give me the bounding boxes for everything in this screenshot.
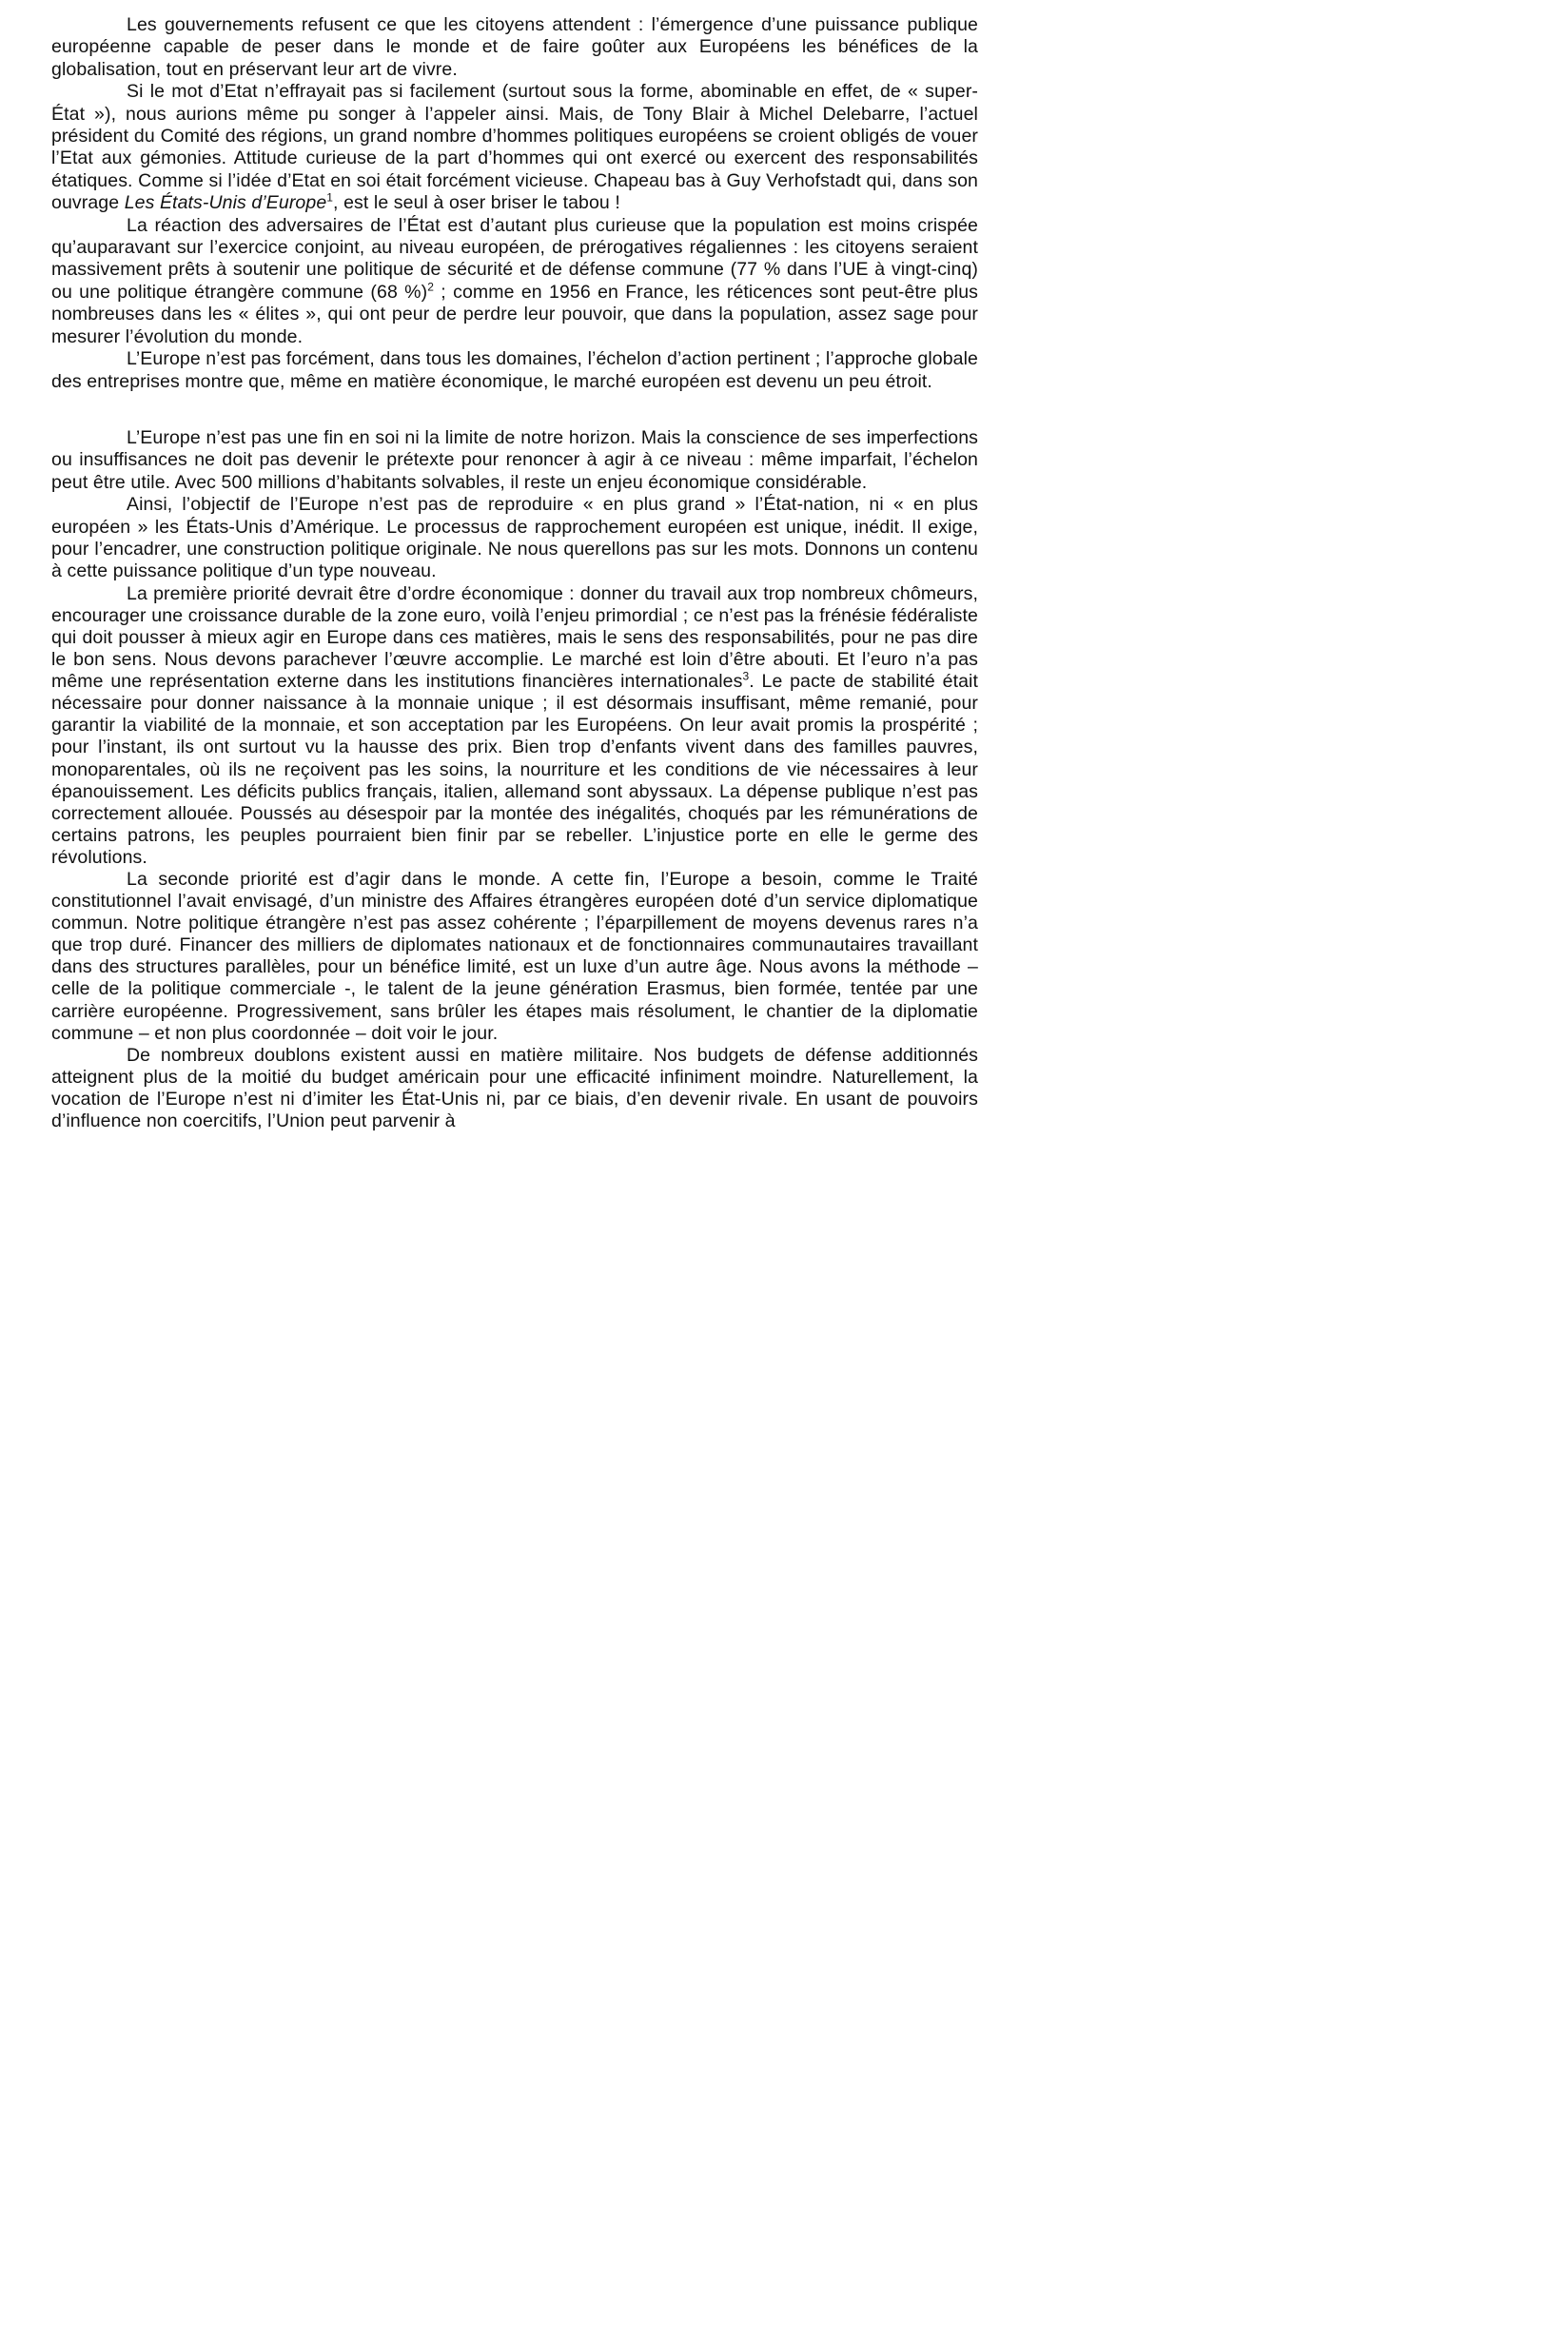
footnote-ref-3: 3 — [742, 669, 750, 683]
paragraph-5 — [51, 427, 978, 494]
footnote-ref-1: 1 — [326, 190, 334, 205]
paragraph-3-text-a: La réaction des adversaires de l’État est d’autant plus curieuse que la population est moins crispée qu’auparavant sur l’exercice conjoint, au niveau européen, de prérogatives régaliennes : les citoyens seraient massivement prêts à soutenir une politique de sécurité et de défense commune (77 % dans l’UE à vingt-cinq) ou une politique étrangère commune (68 %) — [51, 214, 978, 303]
paragraph-6 — [51, 494, 978, 583]
paragraph-9-text: De nombreux doublons existent aussi en matière militaire. Nos budgets de défense additionnés atteignent plus de la moitié du budget américain pour une efficacité infiniment moindre. Naturellement, la vocation de l’Europe n’est ni d’imiter les État-Unis ni, par ce biais, d’en devenir rivale. En usant de pouvoirs d’influence non coercitifs, l’Union peut parvenir à — [51, 1044, 978, 1131]
paragraph-2 — [51, 81, 978, 214]
paragraph-4 — [51, 348, 978, 393]
paragraph-5-text: L’Europe n’est pas une fin en soi ni la limite de notre horizon. Mais la conscience de ses imperfections ou insuffisances ne doit pas devenir le prétexte pour renoncer à agir à ce niveau : même imparfait, l’échelon peut être utile. Avec 500 millions d’habitants solvables, il reste un enjeu économique considérable. — [51, 426, 978, 493]
paragraph-2-text-a: Si le mot d’Etat n’effrayait pas si facilement (surtout sous la forme, abominable en effet, de « super-État »), nous aurions même pu songer à l’appeler ainsi. Mais, de Tony Blair à Michel Delebarre, l’actuel président du Comité des régions, un grand nombre d’hommes politiques européens se croient obligés de vouer l’Etat aux gémonies. Attitude curieuse de la part d’hommes qui ont exercé ou exercent des responsabilités étatiques. Comme si l’idée d’Etat en soi était forcément vicieuse. Chapeau bas à Guy Verhofstadt qui, dans son ouvrage — [51, 81, 978, 214]
paragraph-7 — [51, 583, 978, 869]
paragraph-7-text-b: . Le pacte de stabilité était nécessaire pour donner naissance à la monnaie unique ; il est désormais insuffisant, même remanié, pour garantir la viabilité de la monnaie, et son acceptation par les Européens. On leur avait promis la prospérité ; pour l’instant, ils ont surtout vu la hausse des prix. Bien trop d’enfants vivent dans des familles pauvres, monoparentales, où ils ne reçoivent pas les soins, la nourriture et les conditions de vie nécessaires à leur épanouissement. Les déficits publics français, italien, allemand sont abyssaux. La dépense publique n’est pas correctement allouée. Poussés au désespoir par la montée des inégalités, choqués par les rémunérations de certains patrons, les peuples pourraient bien finir par se rebeller. L’injustice porte en elle le germe des révolutions. — [51, 671, 978, 868]
document-page — [0, 0, 1007, 1492]
paragraph-8 — [51, 869, 978, 1045]
paragraph-3 — [51, 215, 978, 348]
footnote-ref-2: 2 — [427, 280, 434, 294]
paragraph-3-text-b: ; comme en 1956 en France, les réticences sont peut-être plus nombreuses dans les « élites », qui ont peur de perdre leur pouvoir, que dans la population, assez sage pour mesurer l’évolution du monde. — [51, 281, 978, 347]
text-column — [51, 14, 978, 1132]
paragraph-7-text-a: La première priorité devrait être d’ordre économique : donner du travail aux trop nombreux chômeurs, encourager une croissance durable de la zone euro, voilà l’enjeu primordial ; ce n’est pas la frénésie fédéraliste qui doit pousser à mieux agir en Europe dans ces matières, mais le sens des responsabilités, pour ne pas dire le bon sens. Nous devons parachever l’œuvre accomplie. Le marché est loin d’être abouti. Et l’euro n’a pas même une représentation externe dans les institutions financières internationales — [51, 582, 978, 693]
paragraph-8-text: La seconde priorité est d’agir dans le monde. A cette fin, l’Europe a besoin, comme le Traité constitutionnel l’avait envisagé, d’un ministre des Affaires étrangères européen doté d’un service diplomatique commun. Notre politique étrangère n’est pas assez cohérente ; l’éparpillement de moyens devenus rares n’a que trop duré. Financer des milliers de diplomates nationaux et de fonctionnaires communautaires travaillant dans des structures parallèles, pour un bénéfice limité, est un luxe d’un autre âge. Nous avons la méthode – celle de la politique commerciale -, le talent de la jeune génération Erasmus, bien formée, tentée par une carrière européenne. Progressivement, sans brûler les étapes mais résolument, le chantier de la diplomatie commune – et non plus coordonnée – doit voir le jour. — [51, 868, 978, 1044]
paragraph-4-text: L’Europe n’est pas forcément, dans tous les domaines, l’échelon d’action pertinent ; l’approche globale des entreprises montre que, même en matière économique, le marché européen est devenu un peu étroit. — [51, 348, 978, 392]
book-title: Les États-Unis d’Europe — [124, 192, 327, 214]
paragraph-2-text-b: , est le seul à oser briser le tabou ! — [333, 192, 620, 214]
paragraph-1 — [51, 14, 978, 81]
paragraph-9 — [51, 1045, 978, 1132]
paragraph-6-text: Ainsi, l’objectif de l’Europe n’est pas de reproduire « en plus grand » l’État-nation, ni « en plus européen » les États-Unis d’Amérique. Le processus de rapprochement européen est unique, inédit. Il exige, pour l’encadrer, une construction politique originale. Ne nous querellons pas sur les mots. Donnons un contenu à cette puissance politique d’un type nouveau. — [51, 494, 978, 582]
paragraph-1-text: Les gouvernements refusent ce que les citoyens attendent : l’émergence d’une puissance publique européenne capable de peser dans le monde et de faire goûter aux Européens les bénéfices de la globalisation, tout en préservant leur art de vivre. — [51, 14, 978, 80]
